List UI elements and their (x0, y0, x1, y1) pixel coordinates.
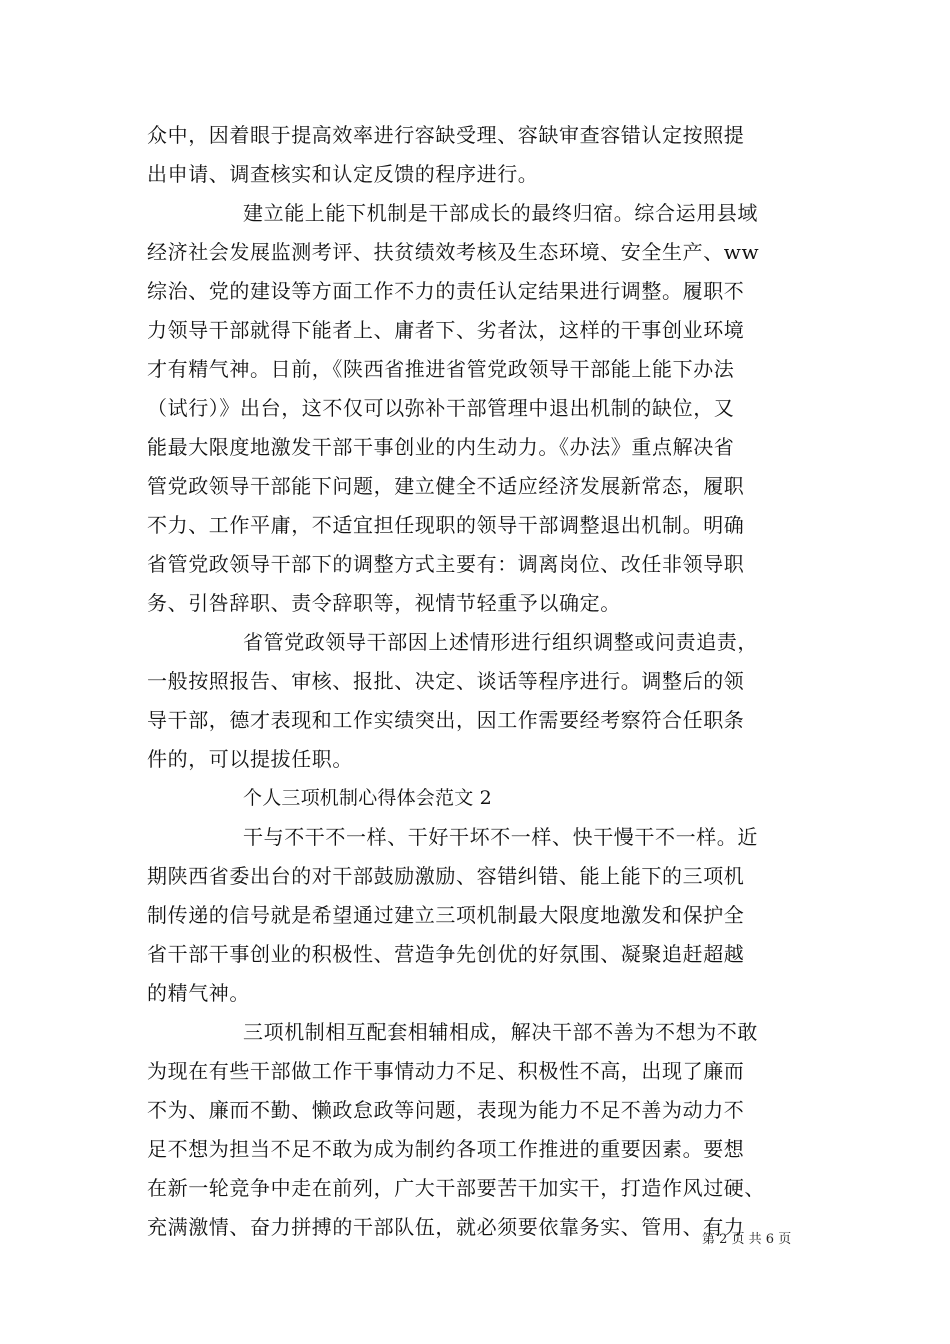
body-text-line: 出申请、调查核实和认定反馈的程序进行。 (147, 162, 539, 186)
body-text-line: 综治、党的建设等方面工作不力的责任认定结果进行调整。履职不 (147, 279, 745, 303)
body-text-line: 三项机制相互配套相辅相成，解决干部不善为不想为不敢 (243, 1020, 758, 1044)
body-text-line: （试行）》出台，这不仅可以弥补干部管理中退出机制的缺位，又 (147, 396, 735, 420)
body-text-line: 足不想为担当不足不敢为成为制约各项工作推进的重要因素。要想 (147, 1137, 745, 1161)
body-text-line: 众中，因着眼于提高效率进行容缺受理、容缺审查容错认定按照提 (147, 123, 745, 147)
body-text-line: 省管党政领导干部因上述情形进行组织调整或问责追责， (243, 630, 758, 654)
body-text-line: 建立能上能下机制是干部成长的最终归宿。综合运用县域 (243, 201, 758, 225)
body-text-line: 务、引咎辞职、责令辞职等，视情节轻重予以确定。 (147, 591, 621, 615)
body-text-line: 不力、工作平庸，不适宜担任现职的领导干部调整退出机制。明确 (147, 513, 745, 537)
section-heading: 个人三项机制心得体会范文 2 (243, 787, 492, 809)
body-text-line: 省管党政领导干部下的调整方式主要有：调离岗位、改任非领导职 (147, 552, 745, 576)
body-text-line: 在新一轮竞争中走在前列，广大干部要苦干加实干，打造作风过硬、 (147, 1176, 765, 1200)
body-text-line: 管党政领导干部能下问题，建立健全不适应经济发展新常态，履职 (147, 474, 745, 498)
body-text-line: 件的，可以提拔任职。 (147, 747, 353, 771)
body-text-line: 力领导干部就得下能者上、庸者下、劣者汰，这样的干事创业环境 (147, 318, 745, 342)
body-text-line: 制传递的信号就是希望通过建立三项机制最大限度地激发和保护全 (147, 903, 745, 927)
body-text-line: 一般按照报告、审核、报批、决定、谈话等程序进行。调整后的领 (147, 669, 745, 693)
body-text-line: 干与不干不一样、干好干坏不一样、快干慢干不一样。近 (243, 825, 758, 849)
body-text-line: 才有精气神。日前，《陕西省推进省管党政领导干部能上能下办法 (147, 357, 735, 381)
body-text-line: 经济社会发展监测考评、扶贫绩效考核及生态环境、安全生产、ww (147, 240, 760, 264)
body-text-line: 期陕西省委出台的对干部鼓励激励、容错纠错、能上能下的三项机 (147, 864, 745, 888)
body-text-line: 省干部干事创业的积极性、营造争先创优的好氛围、凝聚追赶超越 (147, 942, 745, 966)
page-number-footer: 第 2 页 共 6 页 (702, 1232, 792, 1247)
body-text-line: 能最大限度地激发干部干事创业的内生动力。《办法》重点解决省 (147, 435, 735, 459)
body-text-line: 的精气神。 (147, 981, 250, 1005)
body-text-line: 不为、廉而不勤、懒政怠政等问题，表现为能力不足不善为动力不 (147, 1098, 745, 1122)
body-text-line: 为现在有些干部做工作干事情动力不足、积极性不高，出现了廉而 (147, 1059, 745, 1083)
body-text-line: 充满激情、奋力拼搏的干部队伍，就必须要依靠务实、管用、有力 (147, 1215, 745, 1239)
body-text-line: 导干部，德才表现和工作实绩突出，因工作需要经考察符合任职条 (147, 708, 745, 732)
